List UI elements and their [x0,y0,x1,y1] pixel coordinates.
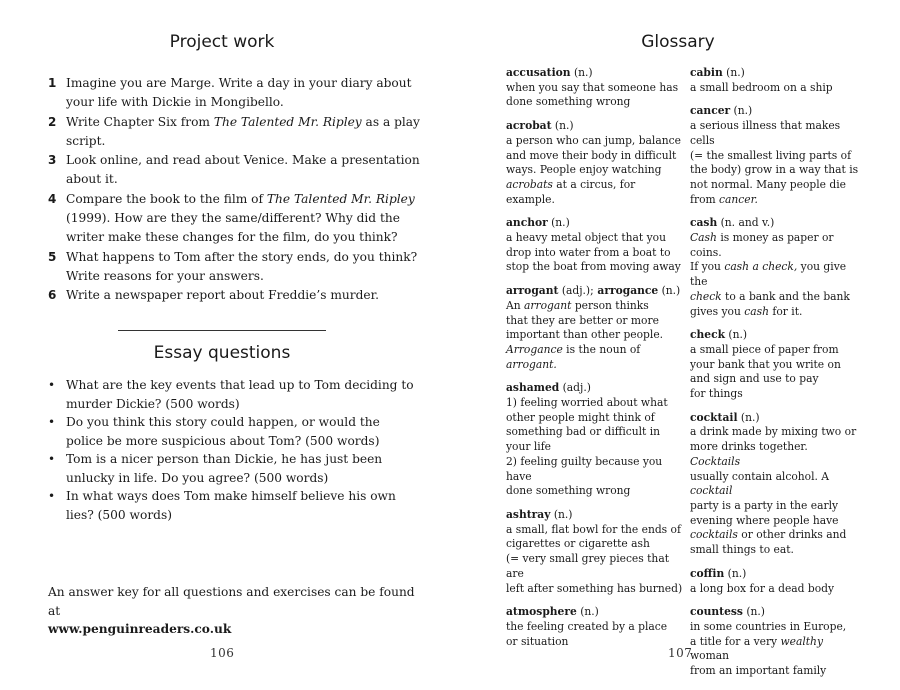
glossary-part-of-speech: (n.) [724,566,747,580]
glossary-definition-line: 1) feeling worried about what [506,396,668,410]
glossary-column-b [690,66,860,688]
project-item: 5 What happens to Tom after the story ends, do you think? Write reasons for your answers. [48,249,418,283]
glossary-entry [506,66,684,110]
glossary-part-of-speech: (adj.); [558,284,594,298]
glossary-entry-head [506,381,684,396]
glossary-entry-head [690,216,860,231]
glossary-entry-head [690,411,860,426]
glossary-term: arrogant [506,284,559,298]
glossary-entry [506,381,684,499]
glossary-definition-line: important than other people. [506,328,664,342]
glossary-entry [690,605,860,679]
project-item: 6 Write a newspaper report about Freddie’s murder. [48,288,379,303]
glossary-definition-line: stop the boat from moving away [506,260,681,274]
glossary-term: ashtray [506,507,551,521]
glossary-definition-line: done something wrong [506,95,631,109]
glossary-definition-line: check to a bank and the bank [690,289,850,303]
project-item: 1 Imagine you are Marge. Write a day in your diary about your life with Dickie in Mongibello. [48,76,412,110]
glossary-entry [690,104,860,207]
glossary-entry [690,328,860,402]
glossary-part-of-speech: (adj.) [559,381,591,395]
glossary-definition-line: and sign and use to pay [690,372,819,386]
glossary-column-a [506,66,684,658]
glossary-definition-line: gives you cash for it. [690,304,803,318]
glossary-definition-line: left after something has burned) [506,581,683,595]
essay-item: • In what ways does Tom make himself believe his own lies? (500 words) [48,489,396,522]
glossary-definition-line: a title for a very wealthy woman [690,634,823,663]
essay-item: • Tom is a nicer person than Dickie, he has just been unlucky in life. Do you agree? (500 words) [48,452,383,485]
answer-key-url: www.penguinreaders.co.uk [48,622,232,636]
glossary-definition-line: 2) feeling guilty because you have [506,454,663,483]
glossary-definition-line: cocktails or other drinks and [690,528,847,542]
glossary-entry [506,508,684,596]
glossary-definition-line: drop into water from a boat to [506,245,671,259]
glossary-part-of-speech: (n.) [551,119,574,133]
glossary-term: arrogance [593,284,659,298]
glossary-entry-head [506,119,684,134]
glossary-definition-line: acrobats at a circus, for example. [506,177,636,206]
glossary-part-of-speech: (n.) [547,216,570,230]
glossary-definition-line: Cash is money as paper or coins. [690,231,834,259]
glossary-definition-line: An arrogant person thinks [506,298,649,312]
glossary-term: coffin [690,566,725,580]
glossary-term: cabin [690,66,723,79]
essay-list [48,376,420,524]
section-divider [118,330,326,331]
glossary-definition-line: party is a party in the early [690,498,839,512]
glossary-definition-line: a small bedroom on a ship [690,80,833,94]
project-work-heading: Project work [169,32,275,52]
glossary-part-of-speech: (n.) [722,66,745,79]
glossary-definition-line: in some countries in Europe, [690,619,847,633]
glossary-entry [690,567,860,596]
glossary-definition-line: Arrogance is the noun of arrogant. [506,342,641,371]
project-item: 4 Compare the book to the film of The Talented Mr. Ripley (1999). How are they the same/different? Why did the writer make these changes for the film, do you think? [48,191,415,245]
page-number-left: 106 [210,646,235,660]
glossary-part-of-speech: (n.) [550,507,573,521]
glossary-entry-head [690,104,860,119]
glossary-part-of-speech: (n.) [742,605,765,619]
glossary-definition-line: (= very small grey pieces that are [506,552,669,580]
glossary-definition-line: for things [690,387,743,401]
answer-key-text: An answer key for all questions and exercises can be found at [48,585,415,618]
glossary-entry-head [690,328,860,343]
glossary-heading: Glossary [641,32,715,52]
glossary-definition-line: and move their body in difficult [506,148,677,162]
glossary-term: accusation [506,66,571,79]
glossary-definition-line: a long box for a dead body [690,581,835,595]
glossary-definition-line: something bad or difficult in [506,425,661,439]
glossary-term: atmosphere [506,605,577,619]
glossary-entry [506,284,684,372]
glossary-part-of-speech: (n. and v.) [717,216,775,230]
glossary-definition-line: from cancer. [690,192,758,206]
essay-questions-heading: Essay questions [153,343,291,363]
glossary-entry-head [506,216,684,231]
glossary-term: anchor [506,216,548,230]
glossary-definition-line: small things to eat. [690,543,794,557]
glossary-term: cash [690,216,718,230]
glossary-entry [690,66,860,95]
glossary-definition-line: ways. People enjoy watching [506,163,662,177]
essay-item: • Do you think this story could happen, or would the police be more suspicious about Tom? (500 words) [48,415,380,448]
glossary-part-of-speech: (n.) [570,66,593,79]
glossary-entry-head [506,66,684,81]
glossary-definition-line: that they are better or more [506,313,659,327]
glossary-definition-line: (= the smallest living parts of [690,148,852,162]
glossary-entry [506,605,684,649]
glossary-entry-head [506,605,684,620]
glossary-definition-line: other people might think of [506,410,655,424]
glossary-definition-line: when you say that someone has [506,80,679,94]
glossary-term: acrobat [506,119,552,133]
project-list [48,74,420,306]
glossary-entry [506,119,684,207]
glossary-part-of-speech: (n.) [730,104,753,118]
glossary-definition-line: your bank that you write on [690,357,841,371]
glossary-entry [690,411,860,558]
glossary-part-of-speech: (n.) [658,284,681,298]
glossary-entry-head [506,284,684,299]
glossary-definition-line: a drink made by mixing two or [690,425,857,439]
glossary-definition-line: a small, flat bowl for the ends of [506,522,681,536]
glossary-entry [690,216,860,319]
glossary-definition-line: more drinks together. Cocktails [690,440,808,468]
glossary-entry-head [690,567,860,582]
page-number-right: 107 [668,646,693,660]
glossary-part-of-speech: (n.) [725,328,748,342]
glossary-entry-head [690,605,860,620]
glossary-definition-line: a heavy metal object that you [506,231,666,245]
glossary-term: countess [690,605,743,619]
glossary-entry-head [506,508,684,523]
glossary-entry-head [690,66,860,81]
glossary-term: cocktail [690,410,738,424]
glossary-part-of-speech: (n.) [576,605,599,619]
glossary-definition-line: the feeling created by a place [506,619,668,633]
answer-key-note [48,583,428,639]
glossary-definition-line: from an important family [690,664,827,678]
glossary-definition-line: a serious illness that makes cells [690,119,841,147]
essay-item: • What are the key events that lead up to Tom deciding to murder Dickie? (500 words) [48,378,414,411]
glossary-definition-line: a small piece of paper from [690,342,839,356]
glossary-definition-line: evening where people have [690,513,839,527]
glossary-definition-line: usually contain alcohol. A cocktail [690,469,830,498]
glossary-definition-line: cigarettes or cigarette ash [506,537,650,551]
glossary-term: cancer [690,104,731,118]
glossary-definition-line: If you cash a check, you give the [690,260,847,289]
right-page [450,0,900,690]
glossary-definition-line: done something wrong [506,484,631,498]
project-item: 3 Look online, and read about Venice. Make a presentation about it. [48,153,420,187]
glossary-term: check [690,328,725,342]
glossary-definition-line: your life [506,440,551,454]
glossary-entry [506,216,684,275]
glossary-definition-line: the body) grow in a way that is [690,163,859,177]
glossary-term: ashamed [506,381,560,395]
project-item: 2 Write Chapter Six from The Talented Mr. Ripley as a play script. [48,114,420,148]
glossary-definition-line: or situation [506,634,569,648]
glossary-definition-line: not normal. Many people die [690,177,846,191]
glossary-part-of-speech: (n.) [737,410,760,424]
glossary-definition-line: a person who can jump, balance [506,133,681,147]
